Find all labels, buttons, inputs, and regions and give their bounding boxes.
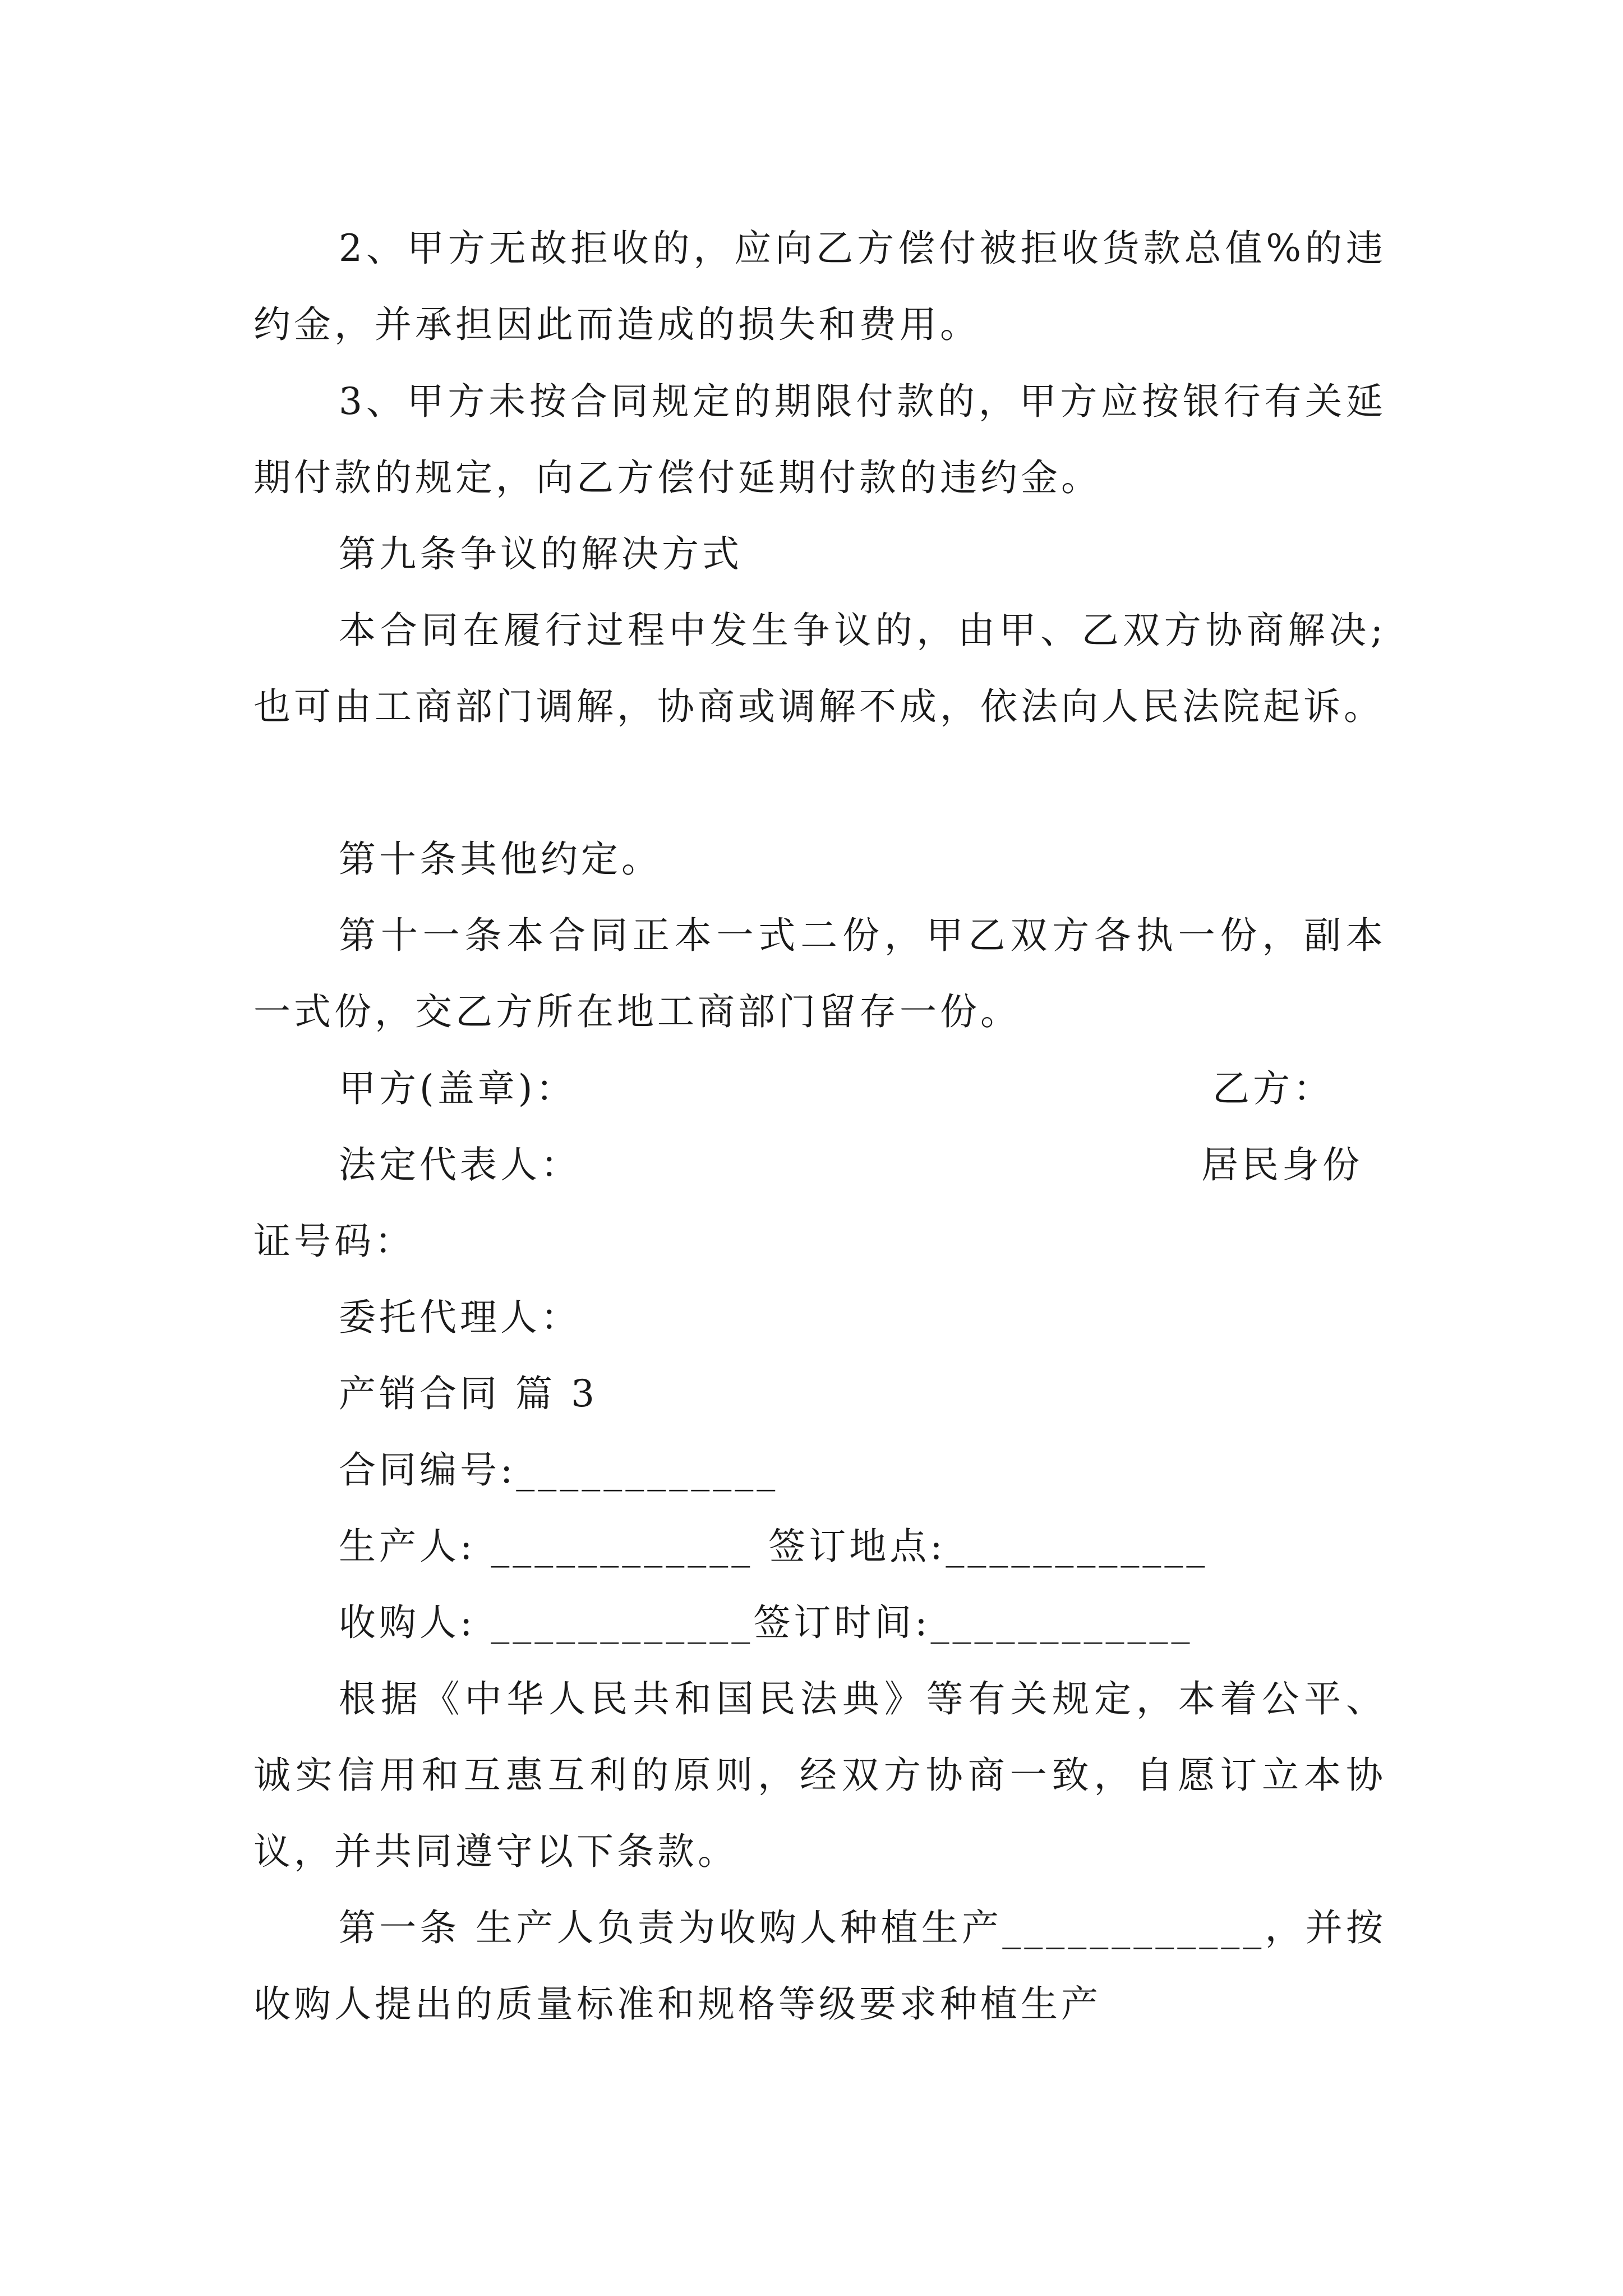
contract-3-title: 产销合同 篇 3: [339, 1372, 598, 1415]
party-b: 乙方：: [1212, 1067, 1334, 1110]
contract-number: 合同编号:____________: [339, 1448, 779, 1492]
article-11: 第十一条本合同正本一式二份，甲乙双方各执一份，副本一式份，交乙方所在地工商部门留存一份。: [253, 914, 1386, 1033]
preamble: 根据《中华人民共和国民法典》等有关规定，本着公平、诚实信用和互惠互利的原则，经双方协商一致，自愿订立本协议，并共同遵守以下条款。: [253, 1677, 1386, 1873]
article-9-title: 第九条争议的解决方式: [339, 532, 743, 576]
resident-id-prefix: 居民身份: [1201, 1143, 1363, 1186]
buyer-line: 收购人: ____________签订时间:____________: [339, 1601, 1193, 1644]
party-a-seal: 甲方(盖章)：: [339, 1067, 577, 1110]
article-1: 第一条 生产人负责为收购人种植生产____________，并按收购人提出的质量标准和规格等级要求种植生产: [253, 1906, 1386, 2026]
article-9-body: 本合同在履行过程中发生争议的，由甲、乙双方协商解决;也可由工商部门调解，协商或调解不成，依法向人民法院起诉。: [253, 609, 1386, 728]
legal-representative: 法定代表人：: [339, 1143, 581, 1186]
clause-3: 3、甲方未按合同规定的期限付款的，甲方应按银行有关延期付款的规定，向乙方偿付延期付款的违约金。: [253, 380, 1386, 499]
clause-2: 2、甲方无故拒收的，应向乙方偿付被拒收货款总值%的违约金，并承担因此而造成的损失和费用。: [253, 227, 1386, 346]
resident-id-suffix: 证号码：: [253, 1220, 415, 1263]
producer-line: 生产人: ____________ 签订地点:____________: [339, 1525, 1209, 1568]
entrusted-agent: 委托代理人：: [339, 1296, 581, 1339]
article-10: 第十条其他约定。: [339, 838, 662, 881]
